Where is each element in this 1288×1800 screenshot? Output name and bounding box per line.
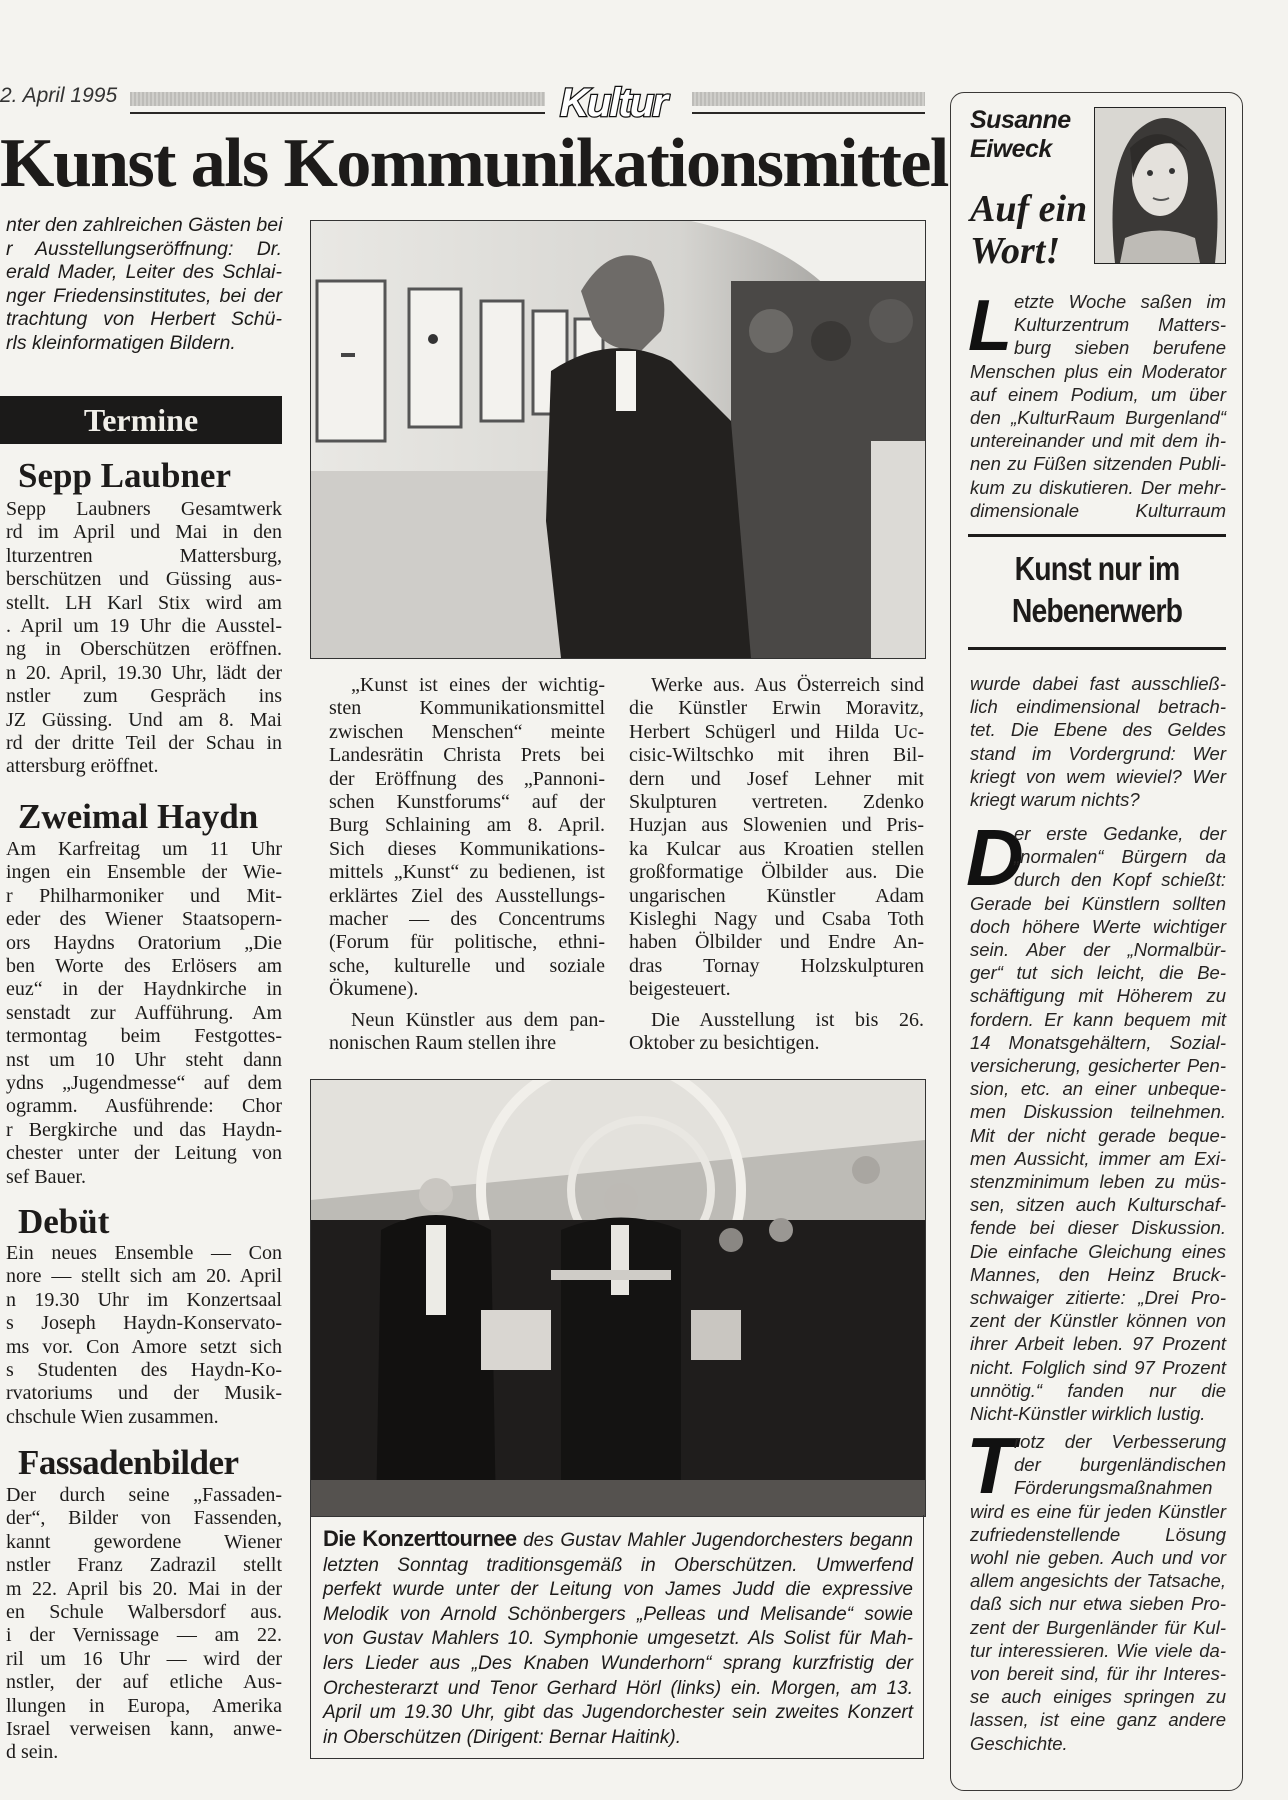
subhead-rule-bottom (968, 647, 1226, 650)
text-line: Ökumene). (329, 978, 419, 1001)
event-heading-sepp-laubner: Sepp Laubner (18, 456, 231, 495)
text-line: Kulturzentrum Matters- (1014, 314, 1226, 336)
text-line: eder des Wiener Staatsopern- (6, 908, 282, 931)
text-line: attersburg eröffnet. (6, 755, 159, 778)
concert-photo (310, 1079, 926, 1517)
text-line: (Forum für politische, ethni- (329, 931, 605, 954)
text-line: nonischen Raum stellen ihre (329, 1032, 557, 1055)
column-paragraph-2 (970, 672, 1226, 811)
text-line: zent der Burgenländer für Kul- (970, 1616, 1226, 1638)
text-line: schen Kunstforums“ auf der (329, 791, 605, 814)
text-line: von bereit sind, für ihr Interes- (970, 1663, 1226, 1685)
text-line: Sich dieses Kommunikations- (329, 837, 605, 860)
text-line: ogramm. Ausführende: Chor (6, 1095, 282, 1118)
text-line: ms vor. Con Amore setzt sich (6, 1335, 282, 1358)
text-line: senstadt zur Aufführung. Am (6, 1001, 282, 1024)
column-paragraph-1 (968, 286, 1226, 522)
text-line: Ein neues Ensemble — Con (6, 1242, 282, 1264)
header-rule-left (130, 112, 545, 114)
paragraph (329, 1009, 605, 1056)
event-text-zweimal-haydn (6, 838, 282, 1189)
text-line: „Kunst ist eines der wichtig- (351, 674, 605, 696)
text-line: Oktober zu besichtigen. (629, 1032, 820, 1055)
text-line: ger“ tut sich leicht, die Be- (970, 962, 1226, 984)
caption-lead: Die Konzerttournee (323, 1526, 517, 1551)
text-line: rd im April und Mai in den (6, 521, 282, 544)
text-line: kriegt von wem wieviel? Wer (970, 765, 1226, 787)
subheading-line-1: Kunst nur im (1014, 550, 1180, 587)
caption-line: perfekt wurde unter der Leitung von James Judd die expressive (323, 1579, 913, 1601)
text-line: ben Worte des Erlösers am (6, 955, 282, 978)
article-column-2 (629, 674, 924, 1056)
text-line: Neun Künstler aus dem pan- (351, 1008, 605, 1031)
dropcap-t: T (966, 1421, 1015, 1510)
text-line: sef Bauer. (6, 1165, 86, 1188)
text-line: chester unter der Leitung von (6, 1142, 282, 1165)
header-bar-right (692, 92, 925, 106)
text-line: die Künstler Erwin Moravitz, (629, 697, 924, 720)
text-line: s Studenten des Haydn-Ko- (6, 1359, 282, 1382)
text-line: kriegt warum nichts? (970, 789, 1140, 811)
text-line: doch höhere Werte wichtiger (970, 915, 1226, 937)
text-line: mittels „Kunst“ zu bedienen, ist (329, 861, 605, 884)
article-column-1 (329, 674, 605, 1056)
text-line: tet. Die Ebene des Geldes (970, 719, 1226, 741)
exhibition-photo (310, 220, 926, 659)
text-line: nger Friedensinstitutes, bei der (6, 284, 282, 307)
issue-date: 2. April 1995 (0, 84, 118, 107)
text-line: men Aussicht, immer am Exi- (970, 1147, 1226, 1169)
text-line: lassen, ist eine ganz andere (970, 1709, 1226, 1731)
column-subheading (984, 548, 1209, 632)
paragraph (629, 674, 924, 1002)
paragraph (629, 1009, 924, 1056)
dropcap-l: L (968, 286, 1012, 366)
author-name (970, 106, 1071, 164)
text-line: Am Karfreitag um 11 Uhr (6, 838, 282, 860)
text-line: stenzminimum leben zu müs- (970, 1171, 1226, 1193)
text-line: nen zu Füßen sitzenden Publi- (970, 453, 1226, 475)
event-heading-debuet: Debüt (18, 1202, 110, 1241)
text-line: der Eröffnung des „Pannoni- (329, 767, 605, 790)
text-line: i der Vernissage — am 22. (6, 1624, 282, 1647)
column-paragraph-3 (970, 822, 1226, 1425)
text-line: kum zu diskutieren. Der mehr- (970, 476, 1226, 498)
text-line: rotz der Verbesserung (1014, 1431, 1226, 1452)
subhead-rule-top (968, 534, 1226, 537)
text-line: berschützen und Güssing aus- (6, 568, 282, 591)
text-line: rd der dritte Teil der Schau in (6, 732, 282, 755)
text-line: nstler, der auf etliche Aus- (6, 1671, 282, 1694)
text-line: der“, Bilder von Fassenden, (6, 1507, 282, 1530)
text-line: beigesteuert. (629, 978, 731, 1001)
text-line: stellt. LH Karl Stix wird am (6, 591, 282, 614)
text-line: ka Kulcar aus Kroatien stellen (629, 837, 924, 860)
text-line: men Diskussion teilnehmen. (970, 1101, 1226, 1123)
text-line: llungen in Europa, Amerika (6, 1694, 282, 1717)
column-title (970, 188, 1087, 272)
text-line: nore — stellt sich am 20. April (6, 1265, 282, 1288)
text-line: erklärtes Ziel des Ausstellungs- (329, 884, 605, 907)
text-line: Die Ausstellung ist bis 26. (651, 1008, 924, 1031)
text-line: Gerade bei Künstlern sollten (970, 892, 1226, 914)
column-title-line-1: Auf ein (970, 188, 1088, 230)
text-line: Menschen plus ein Moderator (970, 360, 1226, 382)
text-line: d sein. (6, 1741, 59, 1764)
text-line: er erste Gedanke, der (1014, 823, 1226, 844)
caption-line: April um 19.30 Uhr, gibt das Jugendorchester sein zweites Konzert (323, 1702, 913, 1724)
text-line: dern und Josef Lehner mit (629, 767, 924, 790)
text-line: unnötig.“ fanden nur die (970, 1379, 1226, 1401)
termine-banner: Termine (0, 396, 282, 444)
text-line: Nicht-Künstler wirklich lustig. (970, 1403, 1206, 1425)
text-line: r Philharmoniker und Mit- (6, 884, 282, 907)
photo-subtitle (6, 214, 282, 355)
header-rule-right (692, 112, 925, 114)
text-line: wurde dabei fast ausschließ- (970, 673, 1226, 694)
text-line: Der durch seine „Fassaden- (6, 1484, 282, 1506)
text-line: cisic-Wiltschko mit ihren Bil- (629, 744, 924, 767)
text-line: lturzentren Mattersburg, (6, 544, 282, 567)
text-line: schäftigung mit Höherem zu (970, 985, 1226, 1007)
caption-line: in Oberschützen (Dirigent: Bernar Haitink). (323, 1726, 681, 1748)
text-line: Herbert Schügerl und Hilda Uc- (629, 720, 924, 743)
event-heading-fassadenbilder: Fassadenbilder (18, 1443, 239, 1482)
text-line: zwischen Menschen“ meinte (329, 720, 605, 743)
subheading-line-2: Nebenerwerb (1011, 592, 1183, 629)
text-line: n 19.30 Uhr im Konzertsaal (6, 1288, 282, 1311)
text-line: nst um 10 Uhr steht dann (6, 1048, 282, 1071)
event-text-fassadenbilder (6, 1484, 282, 1765)
section-logo-kultur (556, 80, 691, 124)
text-line: „normalen“ Bürgern da (1014, 846, 1226, 868)
text-line: sche, kulturelle und soziale (329, 954, 605, 977)
text-line: daß sich nur etwa sieben Pro- (970, 1593, 1226, 1615)
paragraph (6, 498, 282, 779)
text-line: trachtung von Herbert Schü- (6, 308, 282, 330)
text-line: auf einem Podium, um über (970, 383, 1226, 405)
text-line: etzte Woche saßen im (1014, 291, 1226, 312)
text-line: ingen ein Ensemble der Wie- (6, 861, 282, 884)
paragraph (6, 214, 282, 355)
paragraph (329, 674, 605, 1002)
column-paragraph-4 (970, 1430, 1226, 1755)
text-line: den „KulturRaum Burgenland“ (970, 407, 1226, 429)
text-line: ungarischen Künstler Adam (629, 884, 924, 907)
text-line: . April um 19 Uhr die Ausstel- (6, 615, 282, 638)
text-line: durch den Kopf schießt: (1014, 869, 1226, 891)
text-line: wohl nie geben. Auch und vor (970, 1547, 1226, 1569)
text-line: Förderungsmaßnahmen (1014, 1477, 1213, 1499)
text-line: 14 Monatsgehältern, Sozial- (970, 1031, 1226, 1053)
text-line: wird es eine für jeden Künstler (970, 1500, 1226, 1522)
text-line: s Joseph Haydn-Konservato- (6, 1312, 282, 1335)
text-line: r Bergkirche und das Haydn- (6, 1118, 282, 1141)
text-line: nicht. Folglich sind 97 Prozent (970, 1356, 1226, 1378)
column-title-line-2: Wort! (970, 230, 1061, 272)
text-line: Kisleghi Nagy und Csaba Toth (629, 908, 924, 931)
text-line: Die einfache Gleichung eines (970, 1240, 1226, 1262)
text-line: sen, sitzen auch Kulturschaf- (970, 1194, 1226, 1216)
text-line: euz“ in der Haydnkirche in (6, 978, 282, 1001)
text-line: rls kleinformatigen Bildern. (6, 331, 236, 354)
author-first-name: Susanne (970, 106, 1071, 134)
text-line: Mannes, den Heinz Bruck- (970, 1263, 1226, 1285)
text-line: Geschichte. (970, 1732, 1068, 1754)
text-line: termontag beim Festgottes- (6, 1025, 282, 1048)
text-line: nstler Franz Zadrazil stellt (6, 1554, 282, 1577)
text-line: m 22. April bis 20. Mai in der (6, 1577, 282, 1600)
caption-line: Orchesterarzt und Tenor Gerhard Hörl (links) ein. Morgen, am 13. (323, 1677, 913, 1699)
event-text-debuet (6, 1242, 282, 1429)
text-line: macher — des Concentrums (329, 908, 605, 931)
text-line: zufriedenstellende Lösung (970, 1523, 1226, 1545)
text-line: en Schule Walbersdorf aus. (6, 1601, 282, 1624)
text-line: tur interessieren. Wie viele da- (970, 1639, 1226, 1661)
text-line: untereinander und mit dem ih- (970, 430, 1226, 452)
text-line: n 20. April, 19.30 Uhr, lädt der (6, 661, 282, 684)
text-line: chschule Wien zusammen. (6, 1405, 219, 1428)
caption-line: von Gustav Mahlers 10. Symphonie umgesetzt. Als Solist für Mah- (323, 1628, 913, 1650)
text-line: Landesrätin Christa Prets bei (329, 744, 605, 767)
text-line: allem angesichts der Tatsache, (970, 1570, 1226, 1592)
text-line: sten Kommunikationsmittel (329, 697, 605, 720)
text-line: nter den zahlreichen Gästen bei (6, 214, 283, 236)
text-line: nstler zum Gespräch ins (6, 685, 282, 708)
paragraph (6, 1242, 282, 1429)
text-line: lich eindimensional betrach- (970, 696, 1226, 718)
concert-photo-caption (310, 1515, 924, 1759)
paragraph (970, 822, 1226, 1425)
text-line: Werke aus. Aus Österreich sind (651, 674, 924, 696)
paragraph (6, 838, 282, 1189)
text-line: der burgenländischen (1014, 1454, 1226, 1476)
text-line: rvatoriums und der Musik- (6, 1382, 282, 1405)
text-line: schwaiger zitierte: „Drei Pro- (970, 1287, 1226, 1309)
text-line: haben Ölbilder und Endre An- (629, 931, 924, 954)
caption-line: des Gustav Mahler Jugendorchesters begann (516, 1530, 913, 1551)
svg-text:Kultur: Kultur (560, 81, 666, 124)
event-heading-zweimal-haydn: Zweimal Haydn (18, 797, 259, 836)
paragraph (970, 672, 1226, 811)
dropcap-d: D (966, 813, 1024, 902)
text-line: kannt gewordene Wiener (6, 1530, 282, 1553)
text-line: fende bei dieser Diskussion. (970, 1217, 1226, 1239)
text-line: se auch einiges springen zu (970, 1686, 1226, 1708)
text-line: Skulpturen vertreten. Zdenko (629, 791, 924, 814)
paragraph (968, 286, 1226, 522)
header-bar-left (130, 92, 545, 106)
text-line: Burg Schlaining am 8. April. (329, 814, 605, 837)
text-line: ril um 16 Uhr — wird der (6, 1647, 282, 1670)
text-line: ors Haydns Oratorium „Die (6, 931, 282, 954)
text-line: versicherung, gesicherter Pen- (970, 1055, 1226, 1077)
text-line: r Ausstellungseröffnung: Dr. (6, 237, 282, 260)
paragraph (6, 1484, 282, 1765)
event-text-sepp-laubner (6, 498, 282, 779)
paragraph (970, 1430, 1226, 1755)
author-last-name: Eiweck (970, 135, 1052, 163)
text-line: ihrer Arbeit leben. 97 Prozent (970, 1333, 1226, 1355)
author-portrait (1094, 107, 1226, 264)
text-line: ng in Oberschützen eröffnen. (6, 638, 282, 661)
text-line: sein. Aber der „Normalbür- (970, 939, 1226, 961)
text-line: großformatige Ölbilder aus. Die (629, 861, 924, 884)
text-line: fordern. Er kann bequem mit (970, 1008, 1226, 1030)
text-line: zent der Künstler können von (970, 1310, 1226, 1332)
text-line: dimensionale Kulturraum (970, 499, 1226, 521)
caption-line: lers Lieder aus „Des Knaben Wunderhorn“ sprang kurzfristig der (323, 1652, 913, 1674)
text-line: JZ Güssing. Und am 8. Mai (6, 708, 282, 731)
text-line: ydns „Jugendmesse“ auf dem (6, 1072, 282, 1095)
caption-line: letzten Sonntag traditionsgemäß in Oberschützen. Umwerfend (323, 1554, 913, 1576)
text-line: dras Tornay Holzskulpturen (629, 954, 924, 977)
text-line: Huzjan aus Slowenien und Pris- (629, 814, 924, 837)
text-line: stand im Vordergrund: Wer (970, 742, 1226, 764)
text-line: Sepp Laubners Gesamtwerk (6, 498, 282, 520)
text-line: Israel verweisen kann, anwe- (6, 1718, 282, 1741)
text-line: burg sieben berufene (1014, 337, 1226, 359)
caption-line: Melodik von Arnold Schönbergers „Pelleas und Melisande“ sowie (323, 1603, 913, 1625)
text-line: sion, etc. an einer unbeque- (970, 1078, 1226, 1100)
text-line: Mit der nicht gerade beque- (970, 1124, 1226, 1146)
text-line: erald Mader, Leiter des Schlai- (6, 261, 282, 283)
page-headline: Kunst als Kommunikationsmittel (0, 125, 948, 202)
